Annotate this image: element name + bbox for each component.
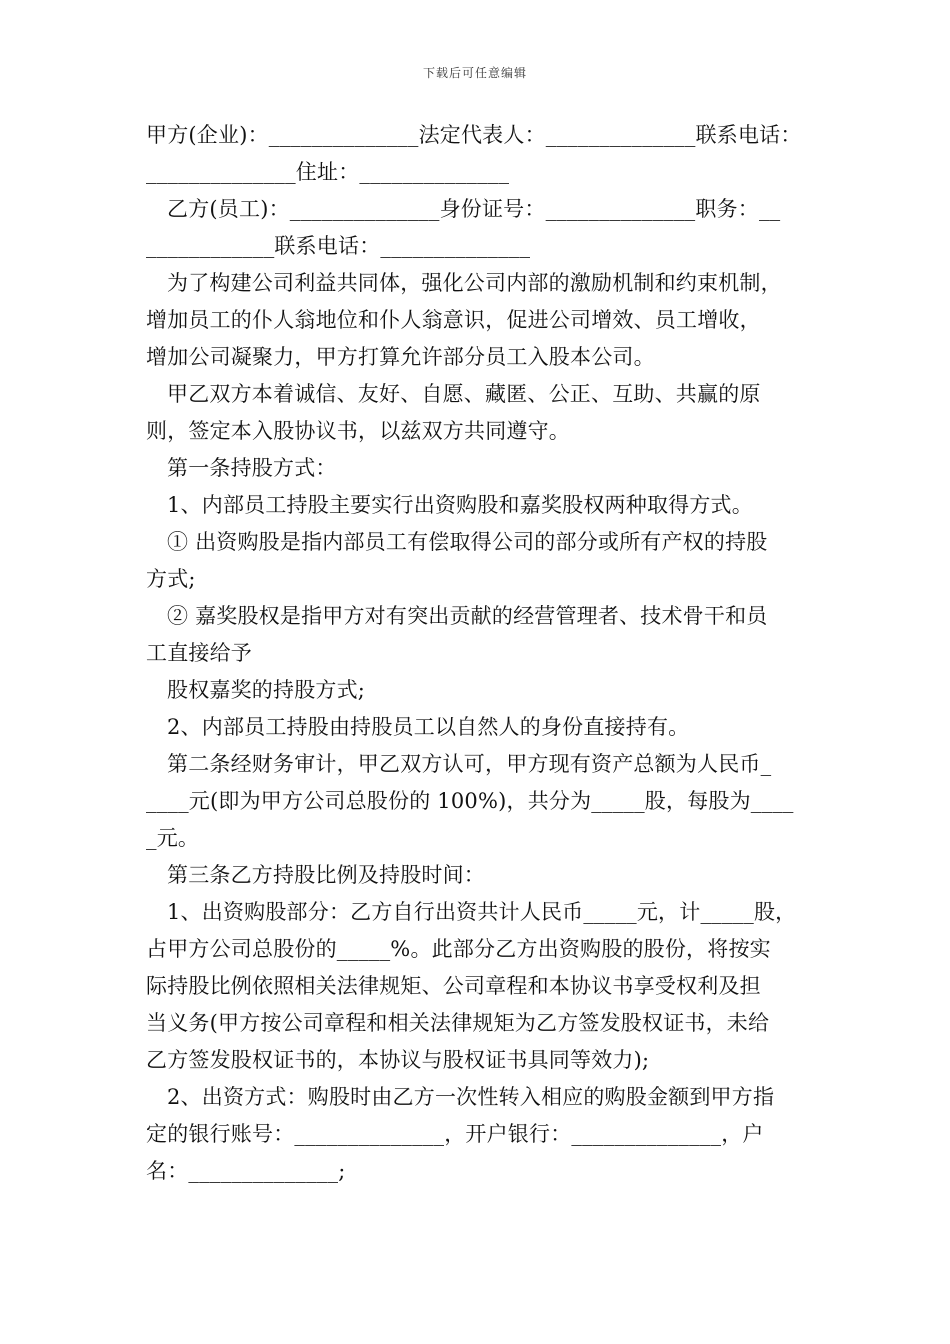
text-line: 名：______________; [146,1159,346,1183]
text-line: 甲乙双方本着诚信、友好、自愿、藏匿、公正、互助、共赢的原 [167,382,761,406]
text-line: 占甲方公司总股份的_____%。此部分乙方出资购股的股份，将按实 [146,937,771,961]
text-line: 际持股比例依照相关法律规矩、公司章程和本协议书享受权利及担 [146,974,761,998]
text-line: 2、内部员工持股由持股员工以自然人的身份直接持有。 [167,715,690,739]
text-line: 甲方(企业)：______________法定代表人：______________联系电话： [146,123,802,147]
text-line: ______________住址：______________ [146,160,510,184]
text-line: _元。 [146,826,200,850]
text-line: 乙方(员工)：______________身份证号：______________职务：__ [167,197,781,221]
text-line: 工直接给予 [146,641,252,665]
text-line: ① 出资购股是指内部员工有偿取得公司的部分或所有产权的持股 [167,530,768,554]
text-line: 1、出资购股部分：乙方自行出资共计人民币_____元，计_____股， [167,900,797,924]
text-line: 则，签定本入股协议书，以兹双方共同遵守。 [146,419,570,443]
text-line: 定的银行账号：______________，开户银行：______________，户 [146,1122,764,1146]
text-line: 股权嘉奖的持股方式; [167,678,366,702]
text-line: 为了构建公司利益共同体，强化公司内部的激励机制和约束机制， [167,271,782,295]
text-line: ____________联系电话：______________ [146,234,531,258]
text-line: ____元(即为甲方公司总股份的 100%)，共分为_____股，每股为____ [146,789,794,813]
text-line: 第一条持股方式： [167,456,337,480]
text-line: 当义务(甲方按公司章程和相关法律规矩为乙方签发股权证书，未给 [146,1011,770,1035]
text-line: 1、内部员工持股主要实行出资购股和嘉奖股权两种取得方式。 [167,493,753,517]
page-header: 下载后可任意编辑 [422,66,527,80]
text-line: 增加员工的仆人翁地位和仆人翁意识，促进公司增效、员工增收， [146,308,761,332]
text-line: 增加公司凝聚力，甲方打算允许部分员工入股本公司。 [146,345,655,369]
text-line: ② 嘉奖股权是指甲方对有突出贡献的经营管理者、技术骨干和员 [167,604,768,628]
document-body [146,117,818,1190]
text-line: 第二条经财务审计，甲乙双方认可，甲方现有资产总额为人民币_ [167,752,772,776]
text-line: 第三条乙方持股比例及持股时间： [167,863,485,887]
text-line: 乙方签发股权证书的，本协议与股权证书具同等效力); [146,1048,650,1072]
text-line: 方式; [146,567,196,591]
text-line: 2、出资方式：购股时由乙方一次性转入相应的购股金额到甲方指 [167,1085,775,1109]
